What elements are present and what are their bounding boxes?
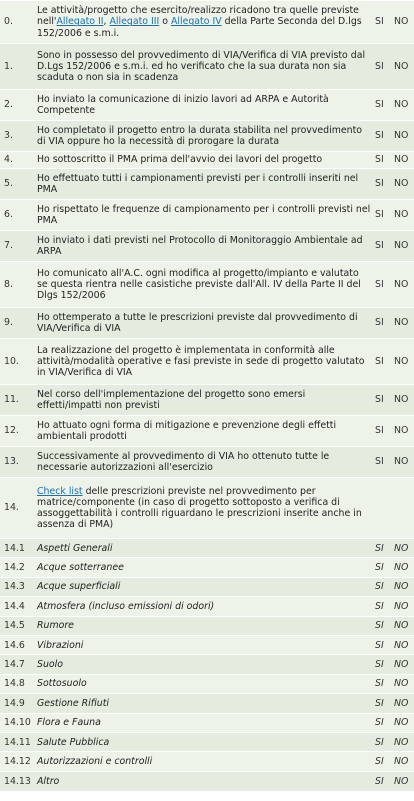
subitem-number: 14.13	[0, 771, 34, 790]
question-text	[34, 339, 373, 385]
question-row	[0, 200, 414, 231]
question-text	[34, 169, 373, 200]
subitem-label: Rumore	[34, 616, 373, 635]
no-option[interactable]: NO	[392, 231, 414, 262]
no-option[interactable]: NO	[392, 416, 414, 447]
subitem-number: 14.5	[0, 616, 34, 635]
question-text-part: della Parte Seconda del D.lgs 152/2006 e s.m.i.	[37, 16, 362, 39]
question-row	[0, 1, 414, 44]
question-number: 8.	[0, 262, 34, 308]
subitem-row	[0, 694, 414, 713]
yes-option[interactable]: SI	[373, 577, 392, 596]
subitem-label: Salute Pubblica	[34, 732, 373, 751]
subitem-number: 14.8	[0, 674, 34, 693]
question-row	[0, 44, 414, 90]
question-number: 3.	[0, 121, 34, 152]
subitem-row	[0, 771, 414, 790]
subitem-label: Vibrazioni	[34, 635, 373, 654]
subitem-number: 14.1	[0, 539, 34, 558]
subitem-label: Aspetti Generali	[34, 539, 373, 558]
checklist-body	[0, 1, 414, 791]
question-number: 6.	[0, 200, 34, 231]
no-option[interactable]: NO	[392, 262, 414, 308]
yes-option[interactable]: SI	[373, 339, 392, 385]
question-number: 13.	[0, 447, 34, 478]
no-option[interactable]: NO	[392, 539, 414, 558]
question-row	[0, 152, 414, 169]
no-option[interactable]: NO	[392, 577, 414, 596]
question-text-part: Ho rispettato le frequenze di campionamento per i controlli previsti nel PMA	[37, 203, 371, 226]
question-text	[34, 385, 373, 416]
question-text-part: delle prescrizioni previste nel provvedimento per matrice/componente (in caso di progetto sottoposto a verifica di assoggettabilità i controlli riguardano le prescrizioni inserite anche in assenza di PMA)	[37, 485, 362, 531]
question-row	[0, 231, 414, 262]
question-text-part: La realizzazione del progetto è implementata in conformità alle attività/modalità operative e fasi previste in sede di progetto valutato in VIA/Verifica di VIA	[37, 344, 365, 379]
annex-link[interactable]: Check list	[37, 485, 83, 497]
yes-option[interactable]: SI	[373, 200, 392, 231]
question-text	[34, 152, 373, 169]
subitem-number: 14.10	[0, 713, 34, 732]
question-text	[34, 416, 373, 447]
yes-option[interactable]: SI	[373, 169, 392, 200]
question-text	[34, 200, 373, 231]
yes-option[interactable]: SI	[373, 771, 392, 790]
question-row	[0, 416, 414, 447]
question-number: 4.	[0, 152, 34, 169]
question-text-part: Ho attuato ogni forma di mitigazione e prevenzione degli effetti ambientali prodotti	[37, 419, 337, 442]
subitem-label: Suolo	[34, 655, 373, 674]
yes-option[interactable]: SI	[373, 732, 392, 751]
question-text	[34, 121, 373, 152]
question-number: 10.	[0, 339, 34, 385]
no-option[interactable]: NO	[392, 447, 414, 478]
subitem-row	[0, 539, 414, 558]
no-option[interactable]: NO	[392, 655, 414, 674]
subitem-number: 14.7	[0, 655, 34, 674]
yes-option[interactable]: SI	[373, 44, 392, 90]
subitem-row	[0, 635, 414, 654]
yes-option[interactable]: SI	[373, 231, 392, 262]
subitem-label: Acque superficiali	[34, 577, 373, 596]
no-option[interactable]: NO	[392, 732, 414, 751]
question-number: 5.	[0, 169, 34, 200]
yes-option[interactable]: SI	[373, 635, 392, 654]
no-option[interactable]: NO	[392, 558, 414, 577]
question-text	[34, 478, 373, 539]
question-text	[34, 447, 373, 478]
question-text	[34, 90, 373, 121]
no-option[interactable]: NO	[392, 44, 414, 90]
yes-option[interactable]: SI	[373, 674, 392, 693]
yes-option[interactable]: SI	[373, 752, 392, 771]
question-text-part: ,	[103, 16, 110, 28]
subitem-number: 14.12	[0, 752, 34, 771]
question-text	[34, 262, 373, 308]
yes-option[interactable]: SI	[373, 90, 392, 121]
question-number: 9.	[0, 308, 34, 339]
question-number: 14.	[0, 478, 34, 539]
no-option[interactable]: NO	[392, 121, 414, 152]
question-row	[0, 169, 414, 200]
question-text-part: Nel corso dell'implementazione del progetto sono emersi effetti/impatti non previsti	[37, 388, 306, 411]
yes-option[interactable]: SI	[373, 385, 392, 416]
yes-option	[373, 478, 392, 539]
question-number: 0.	[0, 1, 34, 44]
subitem-label: Gestione Rifiuti	[34, 694, 373, 713]
no-option[interactable]: NO	[392, 152, 414, 169]
subitem-label: Flora e Fauna	[34, 713, 373, 732]
no-option[interactable]: NO	[392, 200, 414, 231]
no-option[interactable]: NO	[392, 169, 414, 200]
subitem-label: Autorizzazioni e controlli	[34, 752, 373, 771]
yes-option[interactable]: SI	[373, 713, 392, 732]
no-option[interactable]: NO	[392, 597, 414, 616]
question-text-part: Ho completato il progetto entro la durata stabilita nel provvedimento di VIA oppure ho la necessità di prorogare la durata	[37, 124, 362, 147]
question-number: 11.	[0, 385, 34, 416]
subitem-number: 14.11	[0, 732, 34, 751]
question-number: 7.	[0, 231, 34, 262]
subitem-row	[0, 732, 414, 751]
subitem-label: Altro	[34, 771, 373, 790]
question-row	[0, 447, 414, 478]
yes-option[interactable]: SI	[373, 152, 392, 169]
subitem-number: 14.2	[0, 558, 34, 577]
question-text-part: Sono in possesso del provvedimento di VIA/Verifica di VIA previsto dal D.Lgs 152/2006 e s.m.i. ed ho verificato che la sua durata non sia scaduta o non sia in scadenza	[37, 49, 366, 84]
question-text-part: Ho ottemperato a tutte le prescrizioni previste dal provvedimento di VIA/Verifica di VIA	[37, 311, 358, 334]
no-option[interactable]: NO	[392, 616, 414, 635]
subitem-number: 14.9	[0, 694, 34, 713]
no-option[interactable]: NO	[392, 694, 414, 713]
no-option	[392, 478, 414, 539]
annex-link[interactable]: Allegato II	[56, 16, 104, 28]
yes-option[interactable]: SI	[373, 694, 392, 713]
yes-option[interactable]: SI	[373, 597, 392, 616]
no-option[interactable]: NO	[392, 90, 414, 121]
question-text-part: Le attività/progetto che esercito/realizzo ricadono tra quelle previste nell'	[37, 5, 359, 28]
yes-option[interactable]: SI	[373, 655, 392, 674]
question-row	[0, 262, 414, 308]
subitem-label: Sottosuolo	[34, 674, 373, 693]
question-number: 2.	[0, 90, 34, 121]
question-text	[34, 308, 373, 339]
no-option[interactable]: NO	[392, 308, 414, 339]
no-option[interactable]: NO	[392, 674, 414, 693]
subitem-number: 14.6	[0, 635, 34, 654]
question-text	[34, 44, 373, 90]
subitem-row	[0, 577, 414, 596]
question-row	[0, 90, 414, 121]
question-text	[34, 231, 373, 262]
subitem-row	[0, 597, 414, 616]
yes-option[interactable]: SI	[373, 447, 392, 478]
yes-option[interactable]: SI	[373, 121, 392, 152]
question-text-part: Ho comunicato all'A.C. ogni modifica al progetto/impianto e valutato se questa rientra nelle casistiche previste dall'All. IV della Parte II del Dlgs 152/2006	[37, 267, 361, 302]
subitem-label: Atmosfera (incluso emissioni di odori)	[34, 597, 373, 616]
yes-option[interactable]: SI	[373, 558, 392, 577]
yes-option[interactable]: SI	[373, 308, 392, 339]
subitem-number: 14.3	[0, 577, 34, 596]
no-option[interactable]: NO	[392, 1, 414, 44]
no-option[interactable]: NO	[392, 385, 414, 416]
subitem-number: 14.4	[0, 597, 34, 616]
yes-option[interactable]: SI	[373, 416, 392, 447]
annex-link[interactable]: Allegato IV	[170, 16, 222, 28]
yes-option[interactable]: SI	[373, 539, 392, 558]
question-row	[0, 121, 414, 152]
question-text-part: Ho inviato i dati previsti nel Protocollo di Monitoraggio Ambientale ad ARPA	[37, 234, 363, 257]
subitem-row	[0, 558, 414, 577]
question-number: 12.	[0, 416, 34, 447]
question-text-part: Ho inviato la comunicazione di inizio lavori ad ARPA e Autorità Competente	[37, 93, 329, 116]
question-text-part: o	[159, 16, 171, 28]
subitem-label: Acque sotterranee	[34, 558, 373, 577]
no-option[interactable]: NO	[392, 752, 414, 771]
question-text-part: Successivamente al provvedimento di VIA ho ottenuto tutte le necessarie autorizzazioni all'esercizio	[37, 450, 330, 473]
subitem-row	[0, 655, 414, 674]
question-row	[0, 478, 414, 539]
subitem-row	[0, 752, 414, 771]
question-number: 1.	[0, 44, 34, 90]
question-text-part: Ho effettuato tutti i campionamenti previsti per i controlli inseriti nel PMA	[37, 172, 359, 195]
annex-link[interactable]: Allegato III	[109, 16, 160, 28]
question-row	[0, 339, 414, 385]
subitem-row	[0, 713, 414, 732]
subitem-row	[0, 674, 414, 693]
no-option[interactable]: NO	[392, 771, 414, 790]
no-option[interactable]: NO	[392, 713, 414, 732]
yes-option[interactable]: SI	[373, 616, 392, 635]
subitem-row	[0, 616, 414, 635]
question-row	[0, 308, 414, 339]
yes-option[interactable]: SI	[373, 1, 392, 44]
yes-option[interactable]: SI	[373, 262, 392, 308]
no-option[interactable]: NO	[392, 339, 414, 385]
question-row	[0, 385, 414, 416]
question-text	[34, 1, 373, 44]
question-text-part: Ho sottoscritto il PMA prima dell'avvio dei lavori del progetto	[37, 154, 323, 166]
no-option[interactable]: NO	[392, 635, 414, 654]
